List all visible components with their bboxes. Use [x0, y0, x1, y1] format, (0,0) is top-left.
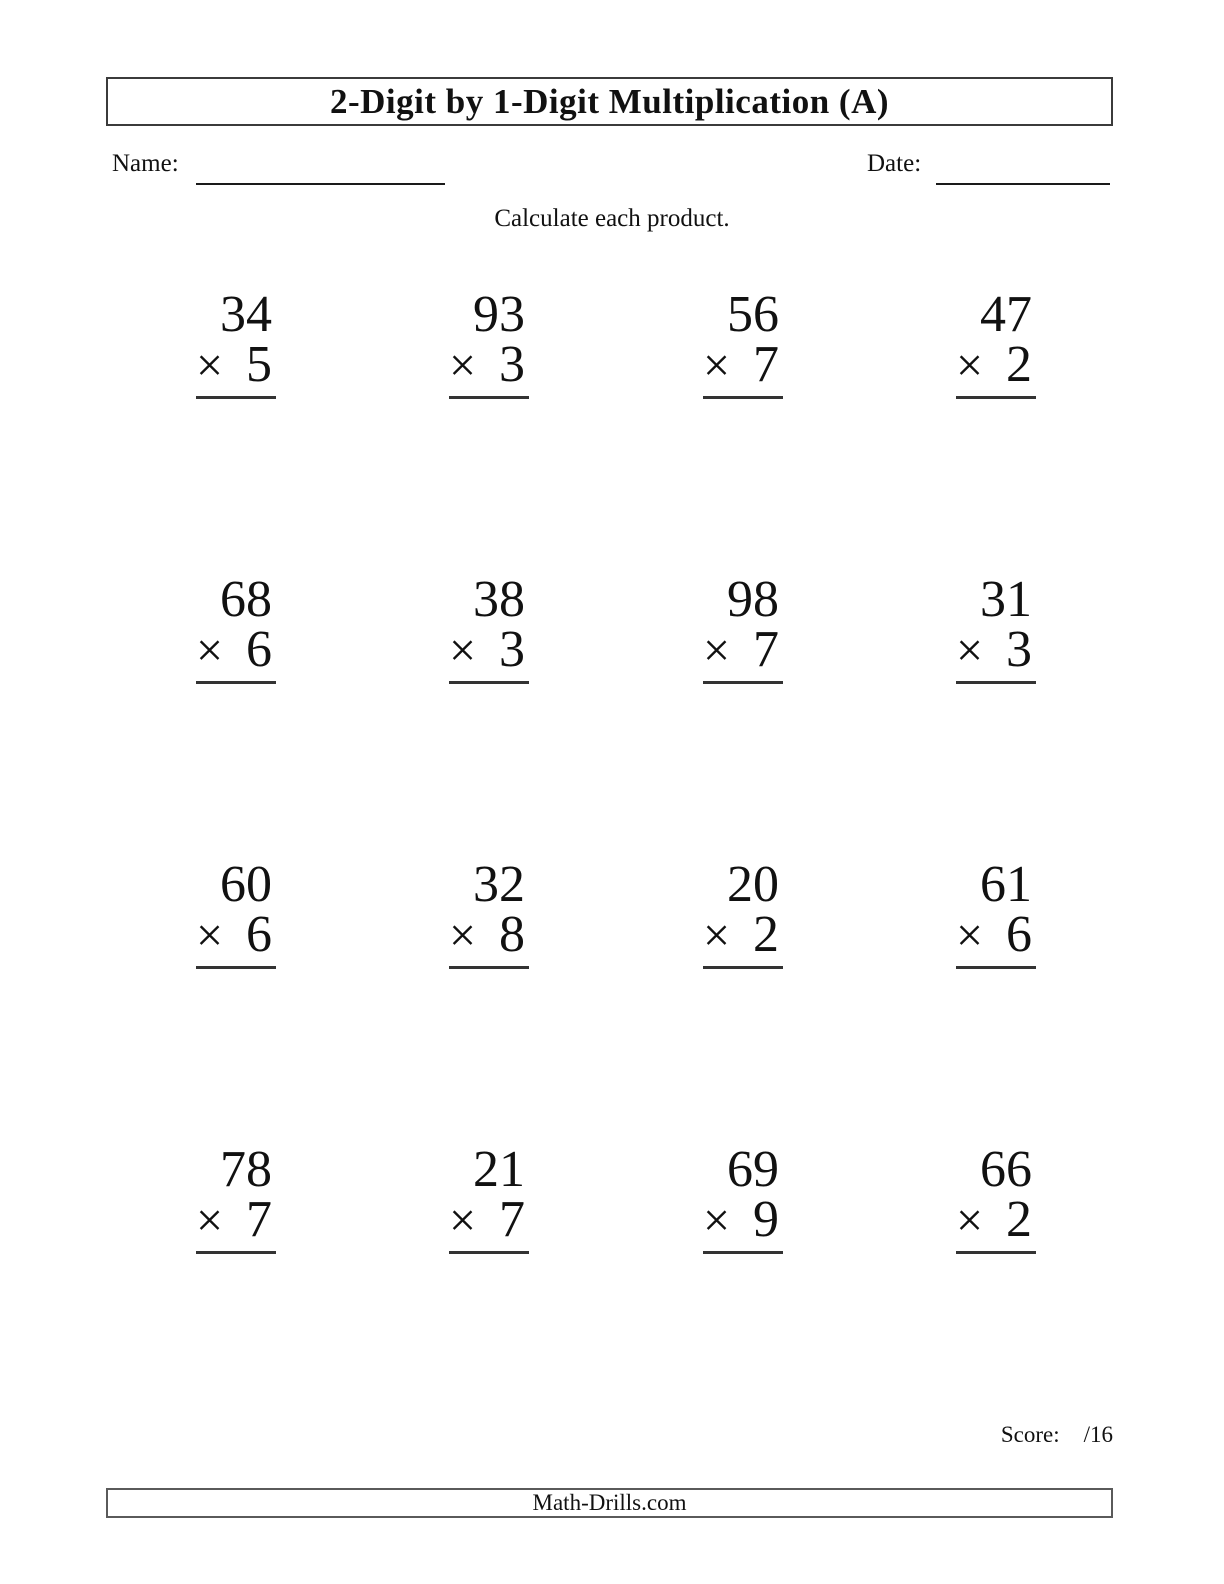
problem-16	[956, 1141, 1036, 1254]
score-value: /16	[1083, 1422, 1113, 1447]
problem-3	[703, 286, 783, 399]
multiplicand: 78	[220, 1141, 272, 1198]
multiply-icon: ×	[196, 909, 224, 962]
multiplier: 5	[246, 336, 272, 393]
multiply-icon: ×	[956, 624, 984, 677]
name-blank-line	[196, 183, 445, 185]
multiply-icon: ×	[196, 339, 224, 392]
multiply-icon: ×	[449, 909, 477, 962]
problem-1	[196, 286, 276, 399]
multiplier: 2	[1006, 1191, 1032, 1248]
multiplier: 2	[1006, 336, 1032, 393]
answer-line	[449, 396, 529, 399]
multiplier-row	[956, 621, 1036, 678]
multiplier-row	[196, 906, 276, 963]
footer-brand: Math-Drills.com	[532, 1490, 687, 1515]
multiplier-row	[196, 336, 276, 393]
multiply-icon: ×	[703, 624, 731, 677]
answer-line	[956, 681, 1036, 684]
multiplicand: 61	[980, 856, 1032, 913]
problem-8	[956, 571, 1036, 684]
title-box	[106, 77, 1113, 126]
score-row	[1001, 1422, 1113, 1448]
multiplier-row	[703, 1191, 783, 1248]
multiply-icon: ×	[449, 1194, 477, 1247]
multiplicand: 21	[473, 1141, 525, 1198]
problem-4	[956, 286, 1036, 399]
problem-5	[196, 571, 276, 684]
multiplier: 3	[1006, 621, 1032, 678]
multiplicand: 47	[980, 286, 1032, 343]
answer-line	[449, 681, 529, 684]
answer-line	[449, 1251, 529, 1254]
multiplier-row	[956, 336, 1036, 393]
multiply-icon: ×	[703, 339, 731, 392]
footer-box	[106, 1488, 1113, 1518]
multiplier-row	[703, 621, 783, 678]
problem-10	[449, 856, 529, 969]
multiplicand: 68	[220, 571, 272, 628]
name-label: Name:	[112, 150, 179, 177]
multiplier: 3	[499, 336, 525, 393]
problem-6	[449, 571, 529, 684]
multiplier-row	[449, 906, 529, 963]
problem-9	[196, 856, 276, 969]
multiplier-row	[449, 621, 529, 678]
multiplier-row	[449, 336, 529, 393]
problem-2	[449, 286, 529, 399]
answer-line	[196, 966, 276, 969]
multiply-icon: ×	[449, 339, 477, 392]
problem-15	[703, 1141, 783, 1254]
multiplier: 9	[753, 1191, 779, 1248]
problem-12	[956, 856, 1036, 969]
multiplier-row	[703, 336, 783, 393]
instruction-text: Calculate each product.	[494, 205, 730, 232]
answer-line	[703, 681, 783, 684]
answer-line	[449, 966, 529, 969]
multiply-icon: ×	[956, 339, 984, 392]
multiply-icon: ×	[449, 624, 477, 677]
multiplicand: 20	[727, 856, 779, 913]
answer-line	[703, 1251, 783, 1254]
problem-14	[449, 1141, 529, 1254]
multiply-icon: ×	[196, 624, 224, 677]
answer-line	[196, 681, 276, 684]
date-label: Date:	[867, 150, 922, 177]
problem-13	[196, 1141, 276, 1254]
multiplier-row	[196, 1191, 276, 1248]
answer-line	[956, 1251, 1036, 1254]
multiply-icon: ×	[703, 1194, 731, 1247]
answer-line	[956, 396, 1036, 399]
multiplier: 7	[499, 1191, 525, 1248]
multiplier-row	[196, 621, 276, 678]
multiplicand: 60	[220, 856, 272, 913]
multiply-icon: ×	[956, 909, 984, 962]
score-label: Score:	[1000, 1422, 1060, 1447]
multiplicand: 56	[727, 286, 779, 343]
multiplier: 6	[246, 906, 272, 963]
multiplier: 8	[499, 906, 525, 963]
multiplier-row	[956, 906, 1036, 963]
problem-7	[703, 571, 783, 684]
answer-line	[703, 966, 783, 969]
multiplicand: 66	[980, 1141, 1032, 1198]
answer-line	[956, 966, 1036, 969]
answer-line	[196, 396, 276, 399]
multiplicand: 38	[473, 571, 525, 628]
multiplicand: 32	[473, 856, 525, 913]
multiplier-row	[703, 906, 783, 963]
page-title: 2-Digit by 1-Digit Multiplication (A)	[329, 81, 890, 121]
multiplicand: 34	[220, 286, 272, 343]
multiply-icon: ×	[703, 909, 731, 962]
multiply-icon: ×	[196, 1194, 224, 1247]
multiplier: 6	[1006, 906, 1032, 963]
answer-line	[703, 396, 783, 399]
multiplicand: 69	[727, 1141, 779, 1198]
multiplier: 7	[753, 621, 779, 678]
multiplicand: 31	[980, 571, 1032, 628]
answer-line	[196, 1251, 276, 1254]
multiplier: 7	[246, 1191, 272, 1248]
multiply-icon: ×	[956, 1194, 984, 1247]
multiplicand: 93	[473, 286, 525, 343]
multiplier: 2	[753, 906, 779, 963]
multiplier: 6	[246, 621, 272, 678]
multiplier-row	[449, 1191, 529, 1248]
multiplier: 3	[499, 621, 525, 678]
date-blank-line	[936, 183, 1110, 185]
problem-11	[703, 856, 783, 969]
multiplicand: 98	[727, 571, 779, 628]
multiplier: 7	[753, 336, 779, 393]
multiplier-row	[956, 1191, 1036, 1248]
